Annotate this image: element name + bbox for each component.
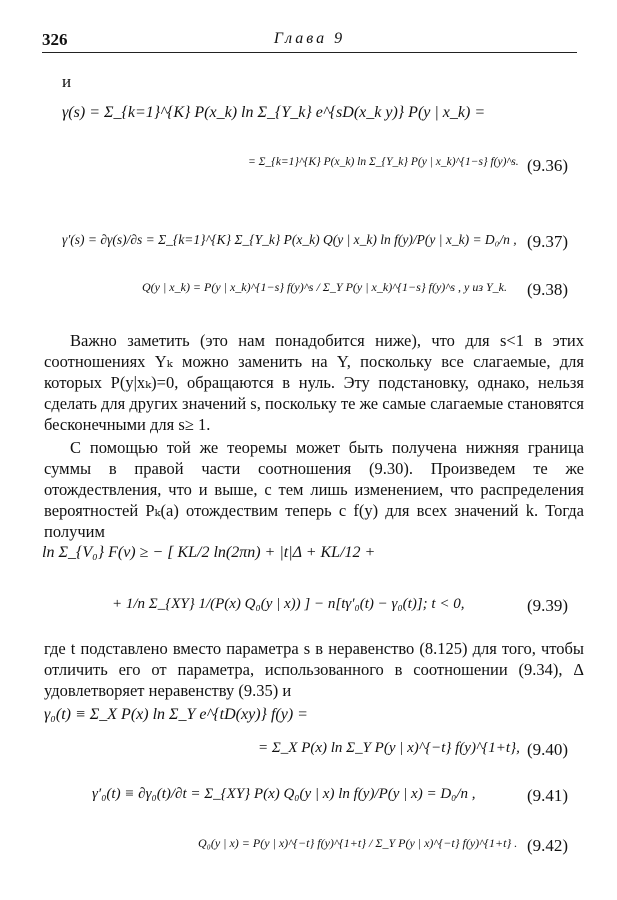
- page-number: 326: [42, 30, 68, 49]
- page-header: [42, 30, 577, 53]
- equation-number-9-42: (9.42): [527, 836, 569, 855]
- equation-number-9-36: (9.36): [527, 156, 569, 175]
- equation-9-38: Q(y | x_k) = P(y | x_k)^{1−s} f(y)^s / Σ_Y P(y | x_k)^{1−s} f(y)^s , y из Y_k.: [142, 280, 508, 294]
- equation-number-9-40: (9.40): [527, 740, 569, 759]
- equation-9-37: γ′(s) = ∂γ(s)/∂s = Σ_{k=1}^{K} Σ_{Y_k} P(x_k) Q(y | x_k) ln f(y)/P(y | x_k) = D₀/n ,: [62, 232, 517, 247]
- equation-9-39-line2: + 1/n Σ_{XY} 1/(P(x) Q₀(y | x)) ] − n[tγ′₀(t) − γ₀(t)]; t < 0,: [112, 596, 465, 612]
- equation-number-9-39: (9.39): [527, 596, 569, 615]
- equation-9-40-line2: = Σ_X P(x) ln Σ_Y P(y | x)^{−t} f(y)^{1+t},: [258, 740, 520, 756]
- equation-number-9-37: (9.37): [527, 232, 569, 251]
- equation-number-9-38: (9.38): [527, 280, 569, 299]
- chapter-title: Глава 9: [273, 30, 346, 47]
- paragraph-1: Важно заметить (это нам понадобится ниже), что для s<1 в этих соотношениях Yₖ можно заменить на Y, поскольку все слагаемые, для которых P(y|xₖ)=0, обращаются в нуль. Эту подстановку, однако, нельзя сделать для других значений s, поскольку те же самые слагаемые становятся бесконечными для s≥ 1.: [44, 331, 584, 434]
- equation-9-36-line1: γ(s) = Σ_{k=1}^{K} P(x_k) ln Σ_{Y_k} e^{sD(x_k y)} P(y | x_k) =: [62, 104, 486, 121]
- equation-9-40-line1: γ₀(t) ≡ Σ_X P(x) ln Σ_Y e^{tD(xy)} f(y) =: [44, 706, 308, 723]
- paragraph-3: где t подставлено вместо параметра s в неравенство (8.125) для того, чтобы отличить его от параметра, использованного в соотношении (9.34), Δ удовлетворяет неравенству (9.35) и: [44, 639, 584, 700]
- conjunction: и: [62, 72, 72, 91]
- paragraph-2: С помощью той же теоремы может быть получена нижняя граница суммы в правой части соотношения (9.30). Произведем те же отождествления, что и выше, с тем лишь изменением, что распределения вероятностей Pₖ(a) отождествим теперь с f(y) для всех значений k. Тогда получим: [44, 438, 584, 541]
- equation-9-42: Q₀(y | x) = P(y | x)^{−t} f(y)^{1+t} / Σ_Y P(y | x)^{−t} f(y)^{1+t} .: [198, 836, 518, 850]
- equation-9-41: γ′₀(t) ≡ ∂γ₀(t)/∂t = Σ_{XY} P(x) Q₀(y | x) ln f(y)/P(y | x) = D₀/n ,: [92, 786, 476, 802]
- equation-9-36-line2: = Σ_{k=1}^{K} P(x_k) ln Σ_{Y_k} P(y | x_k)^{1−s} f(y)^s.: [248, 156, 519, 168]
- equation-9-39-line1: ln Σ_{V₀} F(v) ≥ − [ KL/2 ln(2πn) + |t|Δ + KL/12 +: [42, 544, 376, 561]
- equation-number-9-41: (9.41): [527, 786, 569, 805]
